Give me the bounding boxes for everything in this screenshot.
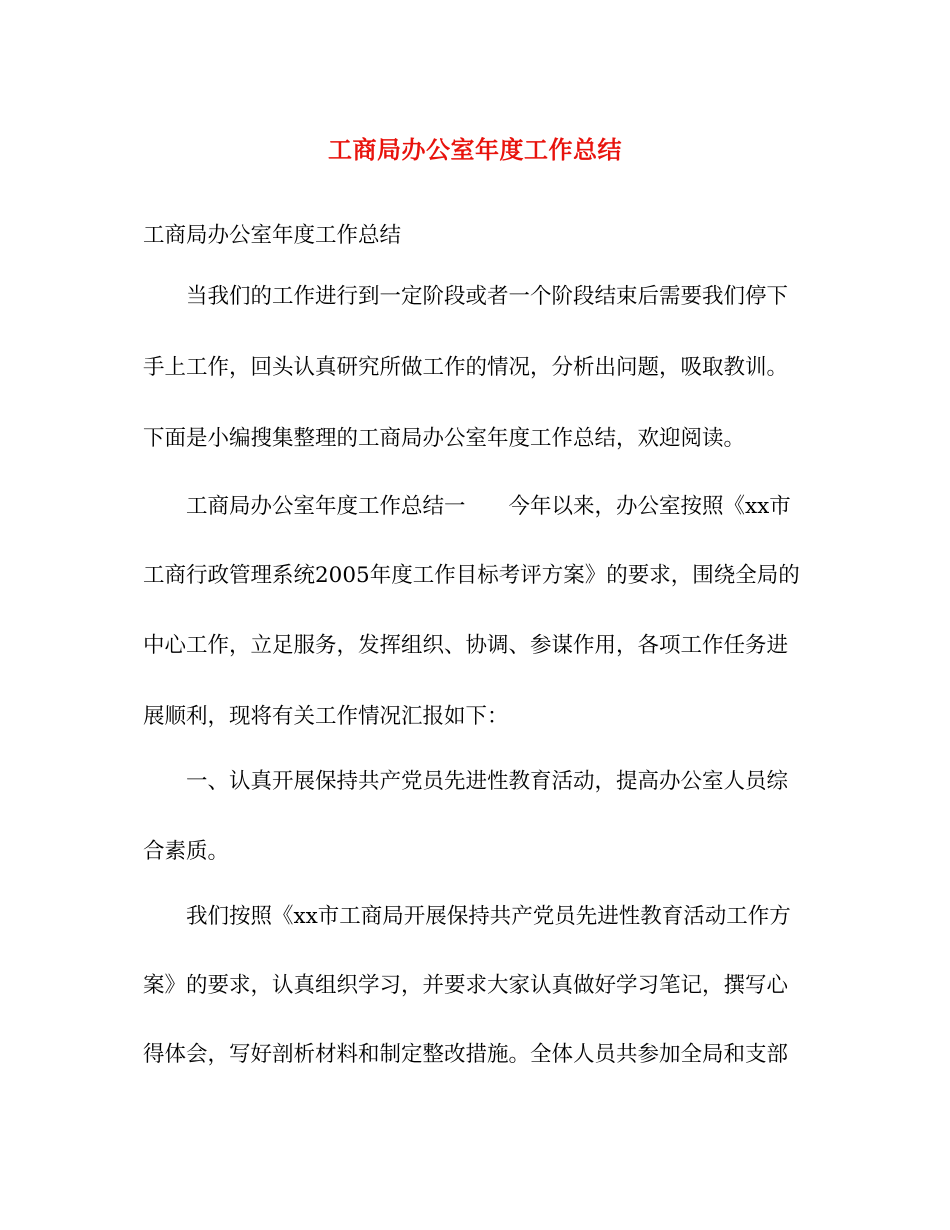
paragraph-line: 工商局办公室年度工作总结一 今年以来，办公室按照《xx市	[186, 494, 791, 519]
paragraph-line: 手上工作，回头认真研究所做工作的情况，分析出问题，吸取教训。	[143, 355, 789, 380]
paragraph-line: 展顺利，现将有关工作情况汇报如下：	[143, 704, 509, 729]
paragraph-line: 得体会，写好剖析材料和制定整改措施。全体人员共参加全局和支部	[143, 1042, 789, 1067]
paragraph-line: 中心工作，立足服务，发挥组织、协调、参谋作用，各项工作任务进	[143, 633, 789, 658]
subtitle-line: 工商局办公室年度工作总结	[143, 223, 402, 248]
section-heading-line: 合素质。	[143, 839, 230, 864]
section-heading-line: 一、认真开展保持共产党员先进性教育活动，提高办公室人员综	[186, 769, 789, 794]
paragraph-line: 当我们的工作进行到一定阶段或者一个阶段结束后需要我们停下	[186, 284, 789, 309]
paragraph-line: 我们按照《xx市工商局开展保持共产党员先进性教育活动工作方	[186, 904, 791, 929]
paragraph-line: 下面是小编搜集整理的工商局办公室年度工作总结，欢迎阅读。	[143, 426, 746, 451]
paragraph-line: 案》的要求，认真组织学习，并要求大家认真做好学习笔记，撰写心	[143, 973, 789, 998]
document-title: 工商局办公室年度工作总结	[328, 135, 622, 164]
paragraph-line: 工商行政管理系统2005年度工作目标考评方案》的要求，围绕全局的	[143, 563, 800, 588]
